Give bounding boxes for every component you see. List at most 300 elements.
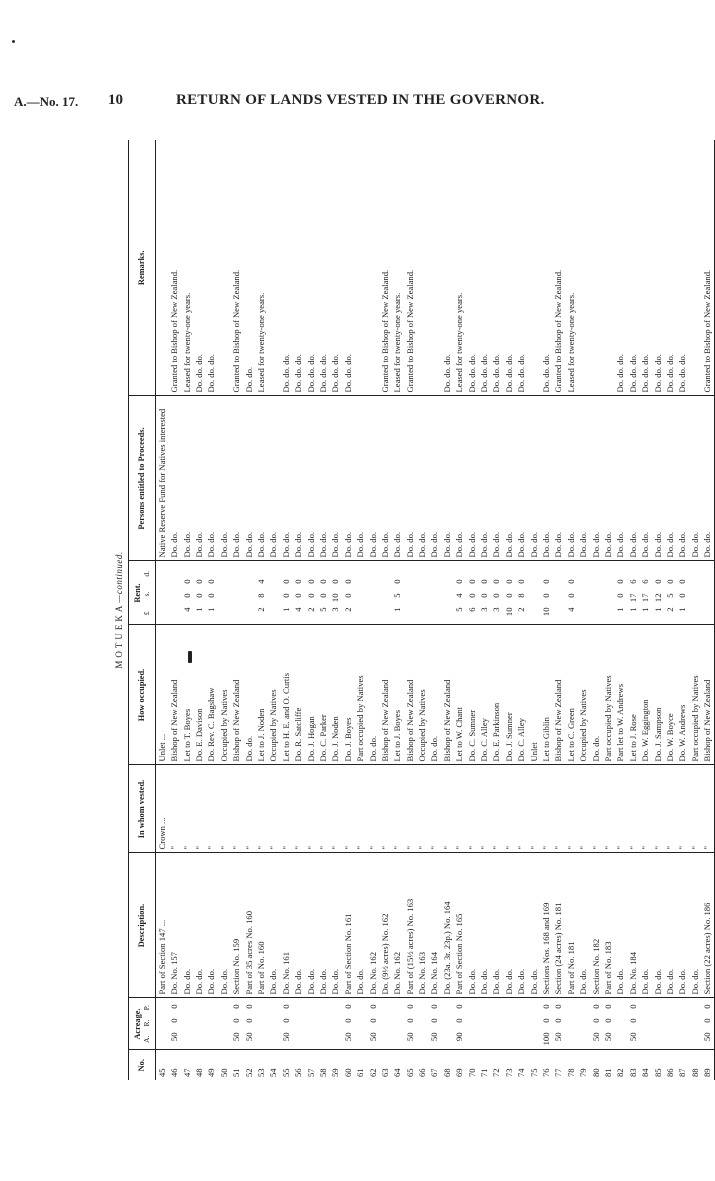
occupied-cell: Unlet bbox=[528, 625, 540, 765]
remarks-cell: Do. do. do. bbox=[329, 140, 341, 396]
persons-cell: Do. do. bbox=[565, 396, 577, 561]
rent-cell bbox=[156, 561, 169, 625]
unit-pence: d. bbox=[141, 570, 151, 577]
remarks-cell: Do. do. do. bbox=[305, 140, 317, 396]
remarks-cell: Granted to Bishop of New Zealand. bbox=[553, 140, 565, 396]
occupied-cell: Do. J. Boyes bbox=[342, 625, 354, 765]
rent-pounds: 1 bbox=[280, 607, 291, 612]
persons-cell: Do. do. bbox=[305, 396, 317, 561]
description-cell: Do. do. bbox=[664, 853, 676, 998]
acreage-cell bbox=[181, 998, 193, 1050]
rent-pounds: 1 bbox=[677, 607, 688, 612]
description-cell: Part of Section No. 165 bbox=[453, 853, 465, 998]
table-row bbox=[230, 140, 242, 1080]
rent-pence: 4 bbox=[256, 579, 267, 584]
vested-cell: " bbox=[181, 765, 193, 853]
description-cell: Do. do. bbox=[193, 853, 205, 998]
persons-cell: Do. do. bbox=[491, 396, 503, 561]
remarks-cell bbox=[528, 140, 540, 396]
row-number: 58 bbox=[317, 1068, 328, 1077]
row-number: 51 bbox=[231, 1068, 242, 1077]
vested-cell: " bbox=[590, 765, 602, 853]
vested-cell: " bbox=[416, 765, 428, 853]
occupied-cell: Bishop of New Zealand bbox=[441, 625, 453, 765]
description-cell: Sections Nos. 168 and 169 bbox=[540, 853, 552, 998]
vested-cell: Crown ... bbox=[156, 765, 169, 853]
rent-pence: 0 bbox=[652, 579, 663, 584]
description-cell: Part of (15½ acres) No. 163 bbox=[404, 853, 416, 998]
rent-pence: 0 bbox=[503, 579, 514, 584]
remarks-cell: Do. do. do. bbox=[292, 140, 304, 396]
persons-cell: Do. do. bbox=[206, 396, 218, 561]
document-reference: A.—No. 17. bbox=[14, 94, 79, 109]
row-number: 71 bbox=[479, 1068, 490, 1077]
roods-value: 0 bbox=[243, 1018, 254, 1023]
description-cell: Do. do. bbox=[639, 853, 651, 998]
perches-value: 0 bbox=[454, 1004, 465, 1009]
occupied-cell: Do. W. Eggington bbox=[639, 625, 651, 765]
occupied-cell: Part occupied by Natives bbox=[354, 625, 366, 765]
occupied-cell: Do. J. Sumner bbox=[503, 625, 515, 765]
rent-cell bbox=[305, 561, 317, 625]
vested-cell: " bbox=[367, 765, 379, 853]
description-cell: Do. No. 157 bbox=[168, 853, 180, 998]
rent-pounds: 1 bbox=[392, 607, 403, 612]
rent-cell bbox=[614, 561, 626, 625]
persons-cell: Do. do. bbox=[639, 396, 651, 561]
rent-cell bbox=[391, 561, 403, 625]
roods-value: 0 bbox=[590, 1018, 601, 1023]
vested-cell: " bbox=[354, 765, 366, 853]
rent-pounds: 2 bbox=[516, 607, 527, 612]
table-caption bbox=[115, 140, 124, 1080]
persons-cell: Do. do. bbox=[664, 396, 676, 561]
rent-shillings: 0 bbox=[677, 593, 688, 598]
vested-cell: " bbox=[193, 765, 205, 853]
occupied-cell: Occupied by Natives bbox=[218, 625, 230, 765]
remarks-cell: Do. do. do. bbox=[193, 140, 205, 396]
table-row bbox=[515, 140, 527, 1080]
rent-shillings: 5 bbox=[664, 593, 675, 598]
rent-cell bbox=[652, 561, 664, 625]
rent-pounds: 3 bbox=[479, 607, 490, 612]
rent-shillings: 12 bbox=[652, 593, 663, 603]
description-cell: Do. do. bbox=[329, 853, 341, 998]
vested-cell: " bbox=[652, 765, 664, 853]
perches-value: 0 bbox=[367, 1004, 378, 1009]
remarks-cell: Leased for twenty-one years. bbox=[181, 140, 193, 396]
roods-value: 0 bbox=[280, 1018, 291, 1023]
remarks-cell: Do. do. do. bbox=[664, 140, 676, 396]
description-cell: Part of Section No. 161 bbox=[342, 853, 354, 998]
rent-pence: 0 bbox=[615, 579, 626, 584]
rent-cell bbox=[342, 561, 354, 625]
acres-value: 50 bbox=[404, 1032, 415, 1042]
table-row bbox=[478, 140, 490, 1080]
rent-cell bbox=[689, 561, 701, 625]
rent-cell bbox=[243, 561, 255, 625]
rent-pounds: 10 bbox=[541, 607, 551, 617]
rent-shillings: 17 bbox=[627, 593, 638, 603]
perches-value: 0 bbox=[342, 1004, 353, 1009]
acres-value: 50 bbox=[367, 1032, 378, 1042]
acreage-cell bbox=[478, 998, 490, 1050]
persons-cell: Do. do. bbox=[676, 396, 688, 561]
rent-pence: 0 bbox=[317, 579, 328, 584]
rent-pounds: 2 bbox=[305, 607, 316, 612]
table-row bbox=[466, 140, 478, 1080]
rent-cell bbox=[453, 561, 465, 625]
acreage-cell bbox=[639, 998, 651, 1050]
acreage-cell bbox=[404, 998, 416, 1050]
vested-cell: " bbox=[627, 765, 639, 853]
col-header-rent bbox=[129, 561, 156, 625]
acreage-cell bbox=[156, 998, 169, 1050]
table-row bbox=[268, 140, 280, 1080]
acreage-cell bbox=[664, 998, 676, 1050]
lands-table bbox=[128, 140, 715, 1080]
rent-pence: 0 bbox=[516, 579, 527, 584]
roods-value: 0 bbox=[553, 1018, 564, 1023]
rent-pounds: 1 bbox=[194, 607, 205, 612]
rent-cell bbox=[268, 561, 280, 625]
remarks-cell: Do. do. do. bbox=[441, 140, 453, 396]
persons-cell: Do. do. bbox=[429, 396, 441, 561]
description-cell: Do. do. bbox=[268, 853, 280, 998]
description-cell: Do. do. bbox=[528, 853, 540, 998]
table-row bbox=[614, 140, 626, 1080]
acreage-cell bbox=[342, 998, 354, 1050]
vested-cell: " bbox=[503, 765, 515, 853]
acres-value: 50 bbox=[602, 1032, 613, 1042]
row-number: 81 bbox=[602, 1068, 613, 1077]
description-cell: Do. do. bbox=[466, 853, 478, 998]
rent-cell bbox=[676, 561, 688, 625]
rent-cell bbox=[639, 561, 651, 625]
rent-pounds: 6 bbox=[466, 607, 477, 612]
row-number: 61 bbox=[355, 1068, 366, 1077]
table-row bbox=[540, 140, 552, 1080]
vested-cell: " bbox=[602, 765, 614, 853]
rent-pence: 0 bbox=[305, 579, 316, 584]
occupied-cell: Do. J. Sampson bbox=[652, 625, 664, 765]
roods-value: 0 bbox=[541, 1018, 551, 1023]
row-number: 80 bbox=[590, 1068, 601, 1077]
description-cell: Do. No. 161 bbox=[280, 853, 292, 998]
rent-cell bbox=[404, 561, 416, 625]
vested-cell: " bbox=[206, 765, 218, 853]
table-row bbox=[652, 140, 664, 1080]
acres-value: 50 bbox=[590, 1032, 601, 1042]
occupied-cell: Bishop of New Zealand bbox=[404, 625, 416, 765]
row-number: 62 bbox=[367, 1068, 378, 1077]
persons-cell: Do. do. bbox=[515, 396, 527, 561]
row-number: 88 bbox=[689, 1068, 700, 1077]
occupied-cell: Do. C. Alley bbox=[478, 625, 490, 765]
occupied-cell: Bishop of New Zealand bbox=[230, 625, 242, 765]
persons-cell: Do. do. bbox=[367, 396, 379, 561]
remarks-cell: Granted to Bishop of New Zealand. bbox=[404, 140, 416, 396]
vested-cell: " bbox=[540, 765, 552, 853]
persons-cell: Do. do. bbox=[540, 396, 552, 561]
persons-cell: Do. do. bbox=[614, 396, 626, 561]
row-number: 63 bbox=[379, 1068, 390, 1077]
acreage-cell bbox=[317, 998, 329, 1050]
row-number: 84 bbox=[640, 1068, 651, 1077]
description-cell: Do. do. bbox=[305, 853, 317, 998]
acreage-cell bbox=[354, 998, 366, 1050]
row-number: 56 bbox=[293, 1068, 304, 1077]
description-cell: Do. No. 162 bbox=[391, 853, 403, 998]
description-cell: Part of No. 183 bbox=[602, 853, 614, 998]
remarks-cell: Do. do. do. bbox=[280, 140, 292, 396]
acreage-cell bbox=[292, 998, 304, 1050]
col-header-vested: In whom vested. bbox=[129, 765, 156, 853]
remarks-cell bbox=[416, 140, 428, 396]
persons-cell: Do. do. bbox=[602, 396, 614, 561]
table-row bbox=[416, 140, 428, 1080]
acreage-cell bbox=[701, 998, 714, 1050]
description-cell: Do. do. bbox=[491, 853, 503, 998]
acreage-cell bbox=[528, 998, 540, 1050]
rent-cell bbox=[354, 561, 366, 625]
acreage-cell bbox=[329, 998, 341, 1050]
caption-place: MOTUEKA bbox=[114, 602, 124, 669]
acreage-cell bbox=[193, 998, 205, 1050]
acreage-cell bbox=[391, 998, 403, 1050]
perches-value: 0 bbox=[280, 1004, 291, 1009]
occupied-cell: Let to H. E. and O. Curtis bbox=[280, 625, 292, 765]
table-row bbox=[342, 140, 354, 1080]
row-number: 89 bbox=[701, 1050, 714, 1080]
unit-roods: R. bbox=[141, 1019, 151, 1027]
vested-cell: " bbox=[391, 765, 403, 853]
rent-shillings: 8 bbox=[516, 593, 527, 598]
remarks-cell: Do. do. do. bbox=[540, 140, 552, 396]
roods-value: 0 bbox=[454, 1018, 465, 1023]
row-number: 86 bbox=[664, 1068, 675, 1077]
acreage-cell bbox=[676, 998, 688, 1050]
vested-cell: " bbox=[664, 765, 676, 853]
rent-shillings: 4 bbox=[454, 593, 465, 598]
col-header-remarks: Remarks. bbox=[129, 140, 156, 396]
acreage-cell bbox=[652, 998, 664, 1050]
rent-cell bbox=[416, 561, 428, 625]
remarks-cell: Do. do. do. bbox=[614, 140, 626, 396]
roods-value: 0 bbox=[367, 1018, 378, 1023]
rent-pence: 6 bbox=[640, 579, 651, 584]
row-number: 83 bbox=[627, 1068, 638, 1077]
persons-cell: Do. do. bbox=[441, 396, 453, 561]
perches-value: 0 bbox=[627, 1004, 638, 1009]
rent-pence: 0 bbox=[293, 579, 304, 584]
vested-cell: " bbox=[676, 765, 688, 853]
rent-cell bbox=[280, 561, 292, 625]
rent-pounds: 10 bbox=[503, 607, 514, 617]
table-row bbox=[367, 140, 379, 1080]
occupied-cell: Part let to W. Andrews bbox=[614, 625, 626, 765]
persons-cell: Do. do. bbox=[255, 396, 267, 561]
remarks-cell: Do. do. do. bbox=[342, 140, 354, 396]
description-cell: Section No. 159 bbox=[230, 853, 242, 998]
vested-cell: " bbox=[491, 765, 503, 853]
description-cell: Do. do. bbox=[292, 853, 304, 998]
table-row bbox=[156, 140, 169, 1080]
occupied-cell: Do. do. bbox=[590, 625, 602, 765]
rent-pounds: 4 bbox=[181, 607, 192, 612]
row-number: 65 bbox=[404, 1068, 415, 1077]
occupied-cell: Bishop of New Zealand bbox=[701, 625, 714, 765]
acreage-cell bbox=[280, 998, 292, 1050]
rent-cell bbox=[491, 561, 503, 625]
persons-cell: Do. do. bbox=[292, 396, 304, 561]
remarks-cell: Leased for twenty-one years. bbox=[453, 140, 465, 396]
remarks-cell bbox=[590, 140, 602, 396]
rent-shillings: 0 bbox=[503, 593, 514, 598]
occupied-cell: Let to T. Boyes bbox=[181, 625, 193, 765]
persons-cell: Do. do. bbox=[453, 396, 465, 561]
description-cell: Do. do. bbox=[317, 853, 329, 998]
vested-cell: " bbox=[478, 765, 490, 853]
row-number: 52 bbox=[243, 1068, 254, 1077]
occupied-cell: Let to Giblin bbox=[540, 625, 552, 765]
row-number: 76 bbox=[541, 1068, 551, 1077]
remarks-cell: Do. do. bbox=[243, 140, 255, 396]
rent-pence: 0 bbox=[342, 579, 353, 584]
remarks-cell: Granted to Bishop of New Zealand. bbox=[701, 140, 714, 396]
acreage-cell bbox=[206, 998, 218, 1050]
rent-cell bbox=[230, 561, 242, 625]
persons-cell: Do. do. bbox=[243, 396, 255, 561]
remarks-cell bbox=[367, 140, 379, 396]
vested-cell: " bbox=[168, 765, 180, 853]
rent-shillings: 0 bbox=[565, 593, 576, 598]
persons-cell: Do. do. bbox=[193, 396, 205, 561]
row-number: 64 bbox=[392, 1068, 403, 1077]
acres-value: 50 bbox=[627, 1032, 638, 1042]
remarks-cell: Granted to Bishop of New Zealand. bbox=[379, 140, 391, 396]
margin-dot bbox=[12, 40, 15, 43]
description-cell: Do. No. 163 bbox=[416, 853, 428, 998]
perches-value: 0 bbox=[404, 1004, 415, 1009]
persons-cell: Do. do. bbox=[280, 396, 292, 561]
vested-cell: " bbox=[515, 765, 527, 853]
rent-pounds: 5 bbox=[454, 607, 465, 612]
description-cell: Section (22 acres) No. 186 bbox=[701, 853, 714, 998]
unit-acres: A. bbox=[141, 1035, 151, 1043]
acreage-cell bbox=[441, 998, 453, 1050]
acres-value: 50 bbox=[429, 1032, 440, 1042]
acreage-cell bbox=[577, 998, 589, 1050]
description-cell: Do. No. 164 bbox=[429, 853, 441, 998]
row-number: 50 bbox=[218, 1068, 229, 1077]
remarks-cell: Do. do. do. bbox=[491, 140, 503, 396]
description-cell: Do. do. bbox=[689, 853, 701, 998]
page-title: RETURN OF LANDS VESTED IN THE GOVERNOR. bbox=[176, 92, 545, 108]
table-row bbox=[453, 140, 465, 1080]
rent-shillings: 0 bbox=[466, 593, 477, 598]
row-number: 53 bbox=[256, 1068, 267, 1077]
unit-perches: P. bbox=[141, 1005, 151, 1011]
rent-pence: 0 bbox=[181, 579, 192, 584]
acreage-cell bbox=[429, 998, 441, 1050]
rent-pence: 0 bbox=[491, 579, 502, 584]
occupied-cell: Do. do. bbox=[429, 625, 441, 765]
vested-cell: " bbox=[701, 765, 714, 853]
occupied-cell: Bishop of New Zealand bbox=[168, 625, 180, 765]
rent-cell bbox=[602, 561, 614, 625]
table-row bbox=[317, 140, 329, 1080]
page-number: 10 bbox=[108, 92, 123, 108]
occupied-cell: Do. W. Andrews bbox=[676, 625, 688, 765]
occupied-cell: Occupied by Natives bbox=[577, 625, 589, 765]
table-row bbox=[292, 140, 304, 1080]
remarks-cell bbox=[156, 140, 169, 396]
vested-cell: " bbox=[379, 765, 391, 853]
roods-value: 0 bbox=[342, 1018, 353, 1023]
persons-cell: Do. do. bbox=[230, 396, 242, 561]
occupied-cell: Do. J. Hogan bbox=[305, 625, 317, 765]
acres-value: 50 bbox=[280, 1032, 291, 1042]
persons-cell: Do. do. bbox=[590, 396, 602, 561]
vested-cell: " bbox=[453, 765, 465, 853]
table-row bbox=[627, 140, 639, 1080]
occupied-cell: Do. C. Parker bbox=[317, 625, 329, 765]
row-number: 68 bbox=[441, 1068, 452, 1077]
rent-pence: 0 bbox=[479, 579, 490, 584]
acres-value: 50 bbox=[553, 1032, 564, 1042]
remarks-cell: Leased for twenty-one years. bbox=[391, 140, 403, 396]
rent-shillings: 0 bbox=[479, 593, 490, 598]
acreage-cell bbox=[540, 998, 552, 1050]
rent-cell bbox=[206, 561, 218, 625]
rent-pounds: 3 bbox=[330, 607, 341, 612]
unit-shillings: s. bbox=[141, 591, 151, 597]
rent-shillings: 0 bbox=[342, 593, 353, 598]
table-row bbox=[701, 140, 714, 1080]
perches-value: 0 bbox=[429, 1004, 440, 1009]
rent-cell bbox=[590, 561, 602, 625]
description-cell: Do. do. bbox=[515, 853, 527, 998]
rent-pounds: 2 bbox=[256, 607, 267, 612]
perches-value: 0 bbox=[541, 1004, 551, 1009]
row-number: 45 bbox=[156, 1068, 167, 1077]
acreage-cell bbox=[614, 998, 626, 1050]
acres-value: 50 bbox=[702, 1032, 713, 1042]
perches-value: 0 bbox=[243, 1004, 254, 1009]
table-row bbox=[354, 140, 366, 1080]
persons-cell: Do. do. bbox=[701, 396, 714, 561]
row-number: 82 bbox=[615, 1068, 626, 1077]
vested-cell: " bbox=[441, 765, 453, 853]
remarks-cell: Do. do. do. bbox=[515, 140, 527, 396]
row-number: 70 bbox=[466, 1068, 477, 1077]
rent-cell bbox=[466, 561, 478, 625]
rent-cell bbox=[367, 561, 379, 625]
persons-cell: Do. do. bbox=[181, 396, 193, 561]
acreage-cell bbox=[565, 998, 577, 1050]
table-row bbox=[639, 140, 651, 1080]
rent-cell bbox=[528, 561, 540, 625]
row-number: 78 bbox=[565, 1068, 576, 1077]
description-cell: Do. do. bbox=[181, 853, 193, 998]
vested-cell: " bbox=[218, 765, 230, 853]
rent-shillings: 8 bbox=[256, 593, 267, 598]
table-row bbox=[553, 140, 565, 1080]
rent-units bbox=[142, 564, 151, 623]
rent-shillings: 10 bbox=[330, 593, 341, 603]
roods-value: 0 bbox=[627, 1018, 638, 1023]
